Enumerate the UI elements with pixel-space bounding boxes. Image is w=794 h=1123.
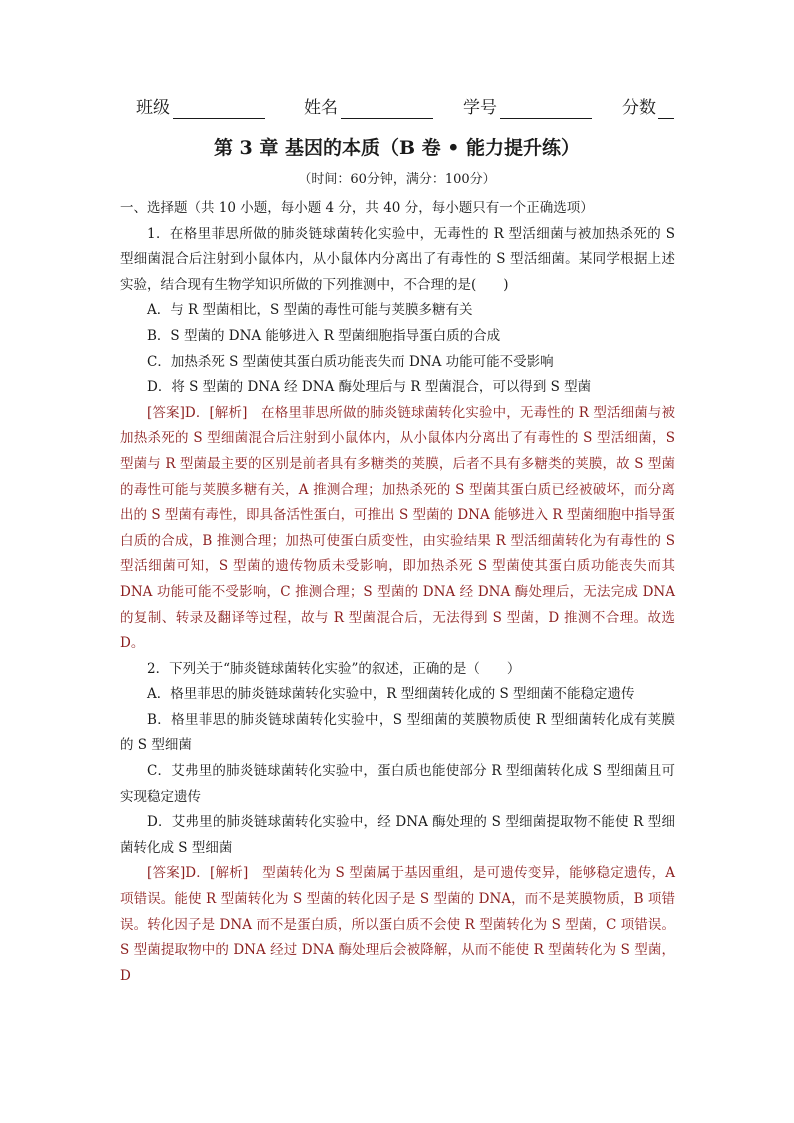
question-1 bbox=[120, 222, 675, 657]
answer-explanation: [答案]D．[解析] 型菌转化为 S 型菌属于基因重组，是可遗传变异，能够稳定遗传，A 项错误。能使 R 型菌转化为 S 型菌的转化因子是 S 型菌的 DNA，而不是荚膜物质，B 项错误。转化因子是 DNA 而不是蛋白质，所以蛋白质不会使 R 型菌转化为 S 型菌，C 项错误。S 型菌提取物中的 DNA 经过 DNA 酶处理后会被降解，从而不能使 R 型菌转化为 S 型菌，D bbox=[120, 865, 675, 984]
name-blank[interactable] bbox=[341, 98, 433, 119]
class-label: 班级 bbox=[136, 98, 170, 118]
id-label: 学号 bbox=[463, 98, 497, 118]
option-b: B．S 型菌的 DNA 能够进入 R 型菌细胞指导蛋白质的合成 bbox=[147, 327, 501, 344]
id-blank[interactable] bbox=[500, 98, 592, 119]
option-a: A．与 R 型菌相比，S 型菌的毒性可能与荚膜多糖有关 bbox=[147, 302, 473, 319]
option-d: D．将 S 型菌的 DNA 经 DNA 酶处理后与 R 型菌混合，可以得到 S 型菌 bbox=[147, 379, 592, 396]
option-c: C．加热杀死 S 型菌使其蛋白质功能丧失而 DNA 功能可能不受影响 bbox=[147, 353, 554, 370]
page-title: 第 3 章 基因的本质（B 卷 • 能力提升练） bbox=[213, 137, 581, 159]
question-stem: 1．在格里菲思所做的肺炎链球菌转化实验中，无毒性的 R 型活细菌与被加热杀死的 S 型细菌混合后注射到小鼠体内，从小鼠体内分离出了有毒性的 S 型活细菌。某同学根据上述实验，结合现有生物学知识所做的下列推测中，不合理的是( ) bbox=[120, 225, 675, 293]
question-2 bbox=[120, 657, 675, 990]
option-d: D．艾弗里的肺炎链球菌转化实验中，经 DNA 酶处理的 S 型细菌提取物不能使 R 型细菌转化成 S 型细菌 bbox=[120, 814, 675, 856]
exam-time-info: （时间：60分钟，满分：100分） bbox=[298, 172, 496, 187]
answer-explanation: [答案]D．[解析] 在格里菲思所做的肺炎链球菌转化实验中，无毒性的 R 型活细菌与被加热杀死的 S 型细菌混合后注射到小鼠体内，从小鼠体内分离出了有毒性的 S 型活细菌，S 型菌与 R 型菌最主要的区别是前者具有多糖类的荚膜，后者不具有多糖类的荚膜，故 S 型菌的毒性可能与荚膜多糖有关，A 推测合理；加热杀死的 S 型菌其蛋白质已经被破坏，而分离出的 S 型菌有毒性，即具备活性蛋白，可推出 S 型菌的 DNA 能够进入 R 型菌细胞中指导蛋白质的合成，B 推测合理；加热可使蛋白质变性，由实验结果 R 型活细菌转化为有毒性的 S 型活细菌可知，S 型菌的遗传物质未受影响，即加热杀死 S 型菌使其蛋白质功能丧失而其 DNA 功能可能不受影响，C 推测合理；S 型菌的 DNA 经 DNA 酶处理后，无法完成 DNA 的复制、转录及翻译等过程，故与 R 型菌混合后，无法得到 S 型菌，D 推测不合理。故选 D。 bbox=[120, 404, 675, 652]
option-c: C．艾弗里的肺炎链球菌转化实验中，蛋白质也能使部分 R 型细菌转化成 S 型细菌且可实现稳定遗传 bbox=[120, 763, 675, 805]
class-blank[interactable] bbox=[173, 98, 265, 119]
option-a: A．格里菲思的肺炎链球菌转化实验中，R 型细菌转化成的 S 型细菌不能稳定遗传 bbox=[147, 686, 635, 703]
score-label: 分数 bbox=[622, 98, 656, 118]
question-body bbox=[120, 196, 675, 989]
section-heading: 一、选择题（共 10 小题，每小题 4 分，共 40 分，每小题只有一个正确选项） bbox=[120, 200, 594, 216]
score-blank[interactable] bbox=[658, 98, 674, 119]
option-b: B．格里菲思的肺炎链球菌转化实验中，S 型细菌的荚膜物质使 R 型细菌转化成有荚膜的 S 型细菌 bbox=[120, 711, 675, 754]
name-label: 姓名 bbox=[304, 98, 338, 118]
question-stem: 2．下列关于“肺炎链球菌转化实验”的叙述，正确的是（ ） bbox=[147, 660, 521, 677]
